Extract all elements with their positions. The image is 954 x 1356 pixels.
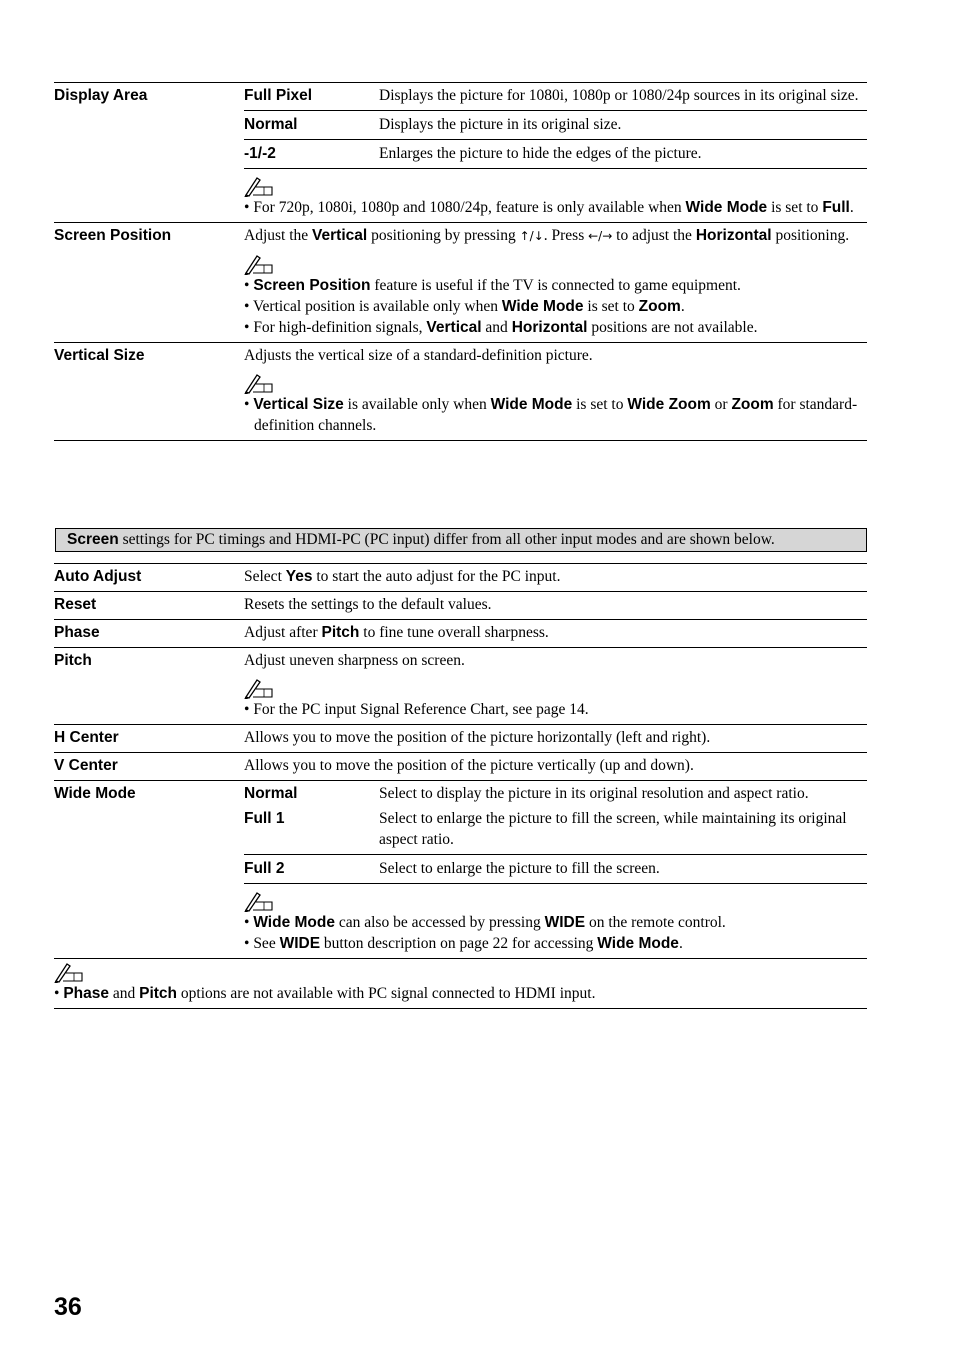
pitch-text: Adjust uneven sharpness on screen. bbox=[244, 652, 465, 669]
option-name: -1/-2 bbox=[244, 145, 276, 162]
auto-adjust-desc: Select Yes to start the auto adjust for the PC input. bbox=[244, 568, 561, 585]
option-desc: Select to display the picture in its original resolution and aspect ratio. bbox=[379, 785, 809, 802]
note-pencil-icon bbox=[54, 961, 84, 983]
note-pencil-icon bbox=[244, 677, 274, 699]
note-text: • Phase and Pitch options are not available with PC signal connected to HDMI input. bbox=[54, 985, 596, 1002]
option-name: Normal bbox=[244, 785, 298, 802]
h-center-desc: Allows you to move the position of the picture horizontally (left and right). bbox=[244, 729, 711, 746]
page-number: 36 bbox=[54, 1293, 82, 1321]
vertical-size-text: Adjusts the vertical size of a standard-definition picture. bbox=[244, 347, 593, 364]
screen-position-label: Screen Position bbox=[54, 227, 172, 244]
v-center-row bbox=[54, 752, 867, 780]
v-center-desc: Allows you to move the position of the picture vertically (up and down). bbox=[244, 757, 694, 774]
note-text: • For the PC input Signal Reference Chart, see page 14. bbox=[244, 701, 589, 718]
note-text: • Wide Mode can also be accessed by pressing WIDE on the remote control. bbox=[244, 914, 726, 931]
option-name: Full 2 bbox=[244, 860, 285, 877]
pc-settings-banner: Screen settings for PC timings and HDMI-PC (PC input) differ from all other input modes and are shown below. bbox=[55, 528, 867, 552]
option-row bbox=[244, 783, 867, 808]
reset-label: Reset bbox=[54, 596, 97, 613]
option-desc: Select to enlarge the picture to fill the screen, while maintaining its original aspect ratio. bbox=[379, 810, 847, 848]
note-text: • Vertical position is available only when Wide Mode is set to Zoom. bbox=[244, 298, 685, 315]
h-center-row bbox=[54, 724, 867, 752]
phase-desc: Adjust after Pitch to fine tune overall sharpness. bbox=[244, 624, 549, 641]
option-desc: Select to enlarge the picture to fill the screen. bbox=[379, 860, 660, 877]
screen-position-row bbox=[54, 222, 867, 342]
option-desc: Displays the picture in its original size. bbox=[379, 116, 622, 133]
option-desc: Displays the picture for 1080i, 1080p or 1080/24p sources in its original size. bbox=[379, 87, 859, 104]
option-desc: Enlarges the picture to hide the edges of the picture. bbox=[379, 145, 702, 162]
wide-mode-label: Wide Mode bbox=[54, 785, 136, 802]
phase-label: Phase bbox=[54, 624, 100, 641]
note-pencil-icon bbox=[244, 175, 274, 197]
note-pencil-icon bbox=[244, 372, 274, 394]
option-name: Full 1 bbox=[244, 810, 285, 827]
pitch-row bbox=[54, 647, 867, 724]
up-down-arrow-icon: ↑/↓ bbox=[519, 229, 544, 243]
note-text: • See WIDE button description on page 22 for accessing Wide Mode. bbox=[244, 935, 683, 952]
option-row bbox=[244, 143, 867, 169]
option-row bbox=[244, 858, 867, 884]
option-row bbox=[244, 808, 867, 855]
h-center-label: H Center bbox=[54, 729, 119, 746]
screen-settings-table bbox=[54, 82, 867, 441]
option-name: Normal bbox=[244, 116, 298, 133]
v-center-label: V Center bbox=[54, 757, 118, 774]
vertical-size-desc bbox=[244, 345, 867, 436]
option-row bbox=[244, 85, 867, 111]
note-pencil-icon bbox=[244, 253, 274, 275]
phase-row bbox=[54, 619, 867, 647]
reset-desc: Resets the settings to the default values. bbox=[244, 596, 492, 613]
note-block bbox=[244, 372, 867, 436]
final-note bbox=[54, 958, 867, 1009]
note-block bbox=[244, 175, 867, 218]
note-block bbox=[244, 890, 867, 954]
wide-mode-desc bbox=[244, 783, 867, 954]
note-text: • Vertical Size is available only when Wide Mode is set to Wide Zoom or Zoom for standard-definition channels. bbox=[244, 396, 858, 434]
auto-adjust-row bbox=[54, 563, 867, 591]
display-area-desc bbox=[244, 85, 867, 218]
left-right-arrow-icon: ←/→ bbox=[588, 229, 613, 243]
note-text: • For high-definition signals, Vertical and Horizontal positions are not available. bbox=[244, 319, 758, 336]
pitch-label: Pitch bbox=[54, 652, 92, 669]
vertical-size-label: Vertical Size bbox=[54, 347, 145, 364]
pc-settings-table bbox=[54, 563, 867, 1009]
auto-adjust-label: Auto Adjust bbox=[54, 568, 142, 585]
display-area-row bbox=[54, 82, 867, 222]
display-area-label: Display Area bbox=[54, 87, 148, 104]
note-text: • For 720p, 1080i, 1080p and 1080/24p, feature is only available when Wide Mode is set to Full. bbox=[244, 199, 854, 216]
note-text: • Screen Position feature is useful if the TV is connected to game equipment. bbox=[244, 277, 741, 294]
wide-mode-row bbox=[54, 780, 867, 958]
note-block bbox=[244, 677, 867, 720]
note-block bbox=[244, 253, 867, 338]
screen-position-text: Adjust the Vertical positioning by pressing ↑/↓. Press ←/→ to adjust the Horizontal positioning. bbox=[244, 227, 850, 244]
reset-row bbox=[54, 591, 867, 619]
option-name: Full Pixel bbox=[244, 87, 313, 104]
pitch-desc bbox=[244, 650, 867, 720]
note-pencil-icon bbox=[244, 890, 274, 912]
vertical-size-row bbox=[54, 342, 867, 441]
screen-position-desc bbox=[244, 225, 867, 338]
option-row bbox=[244, 114, 867, 140]
